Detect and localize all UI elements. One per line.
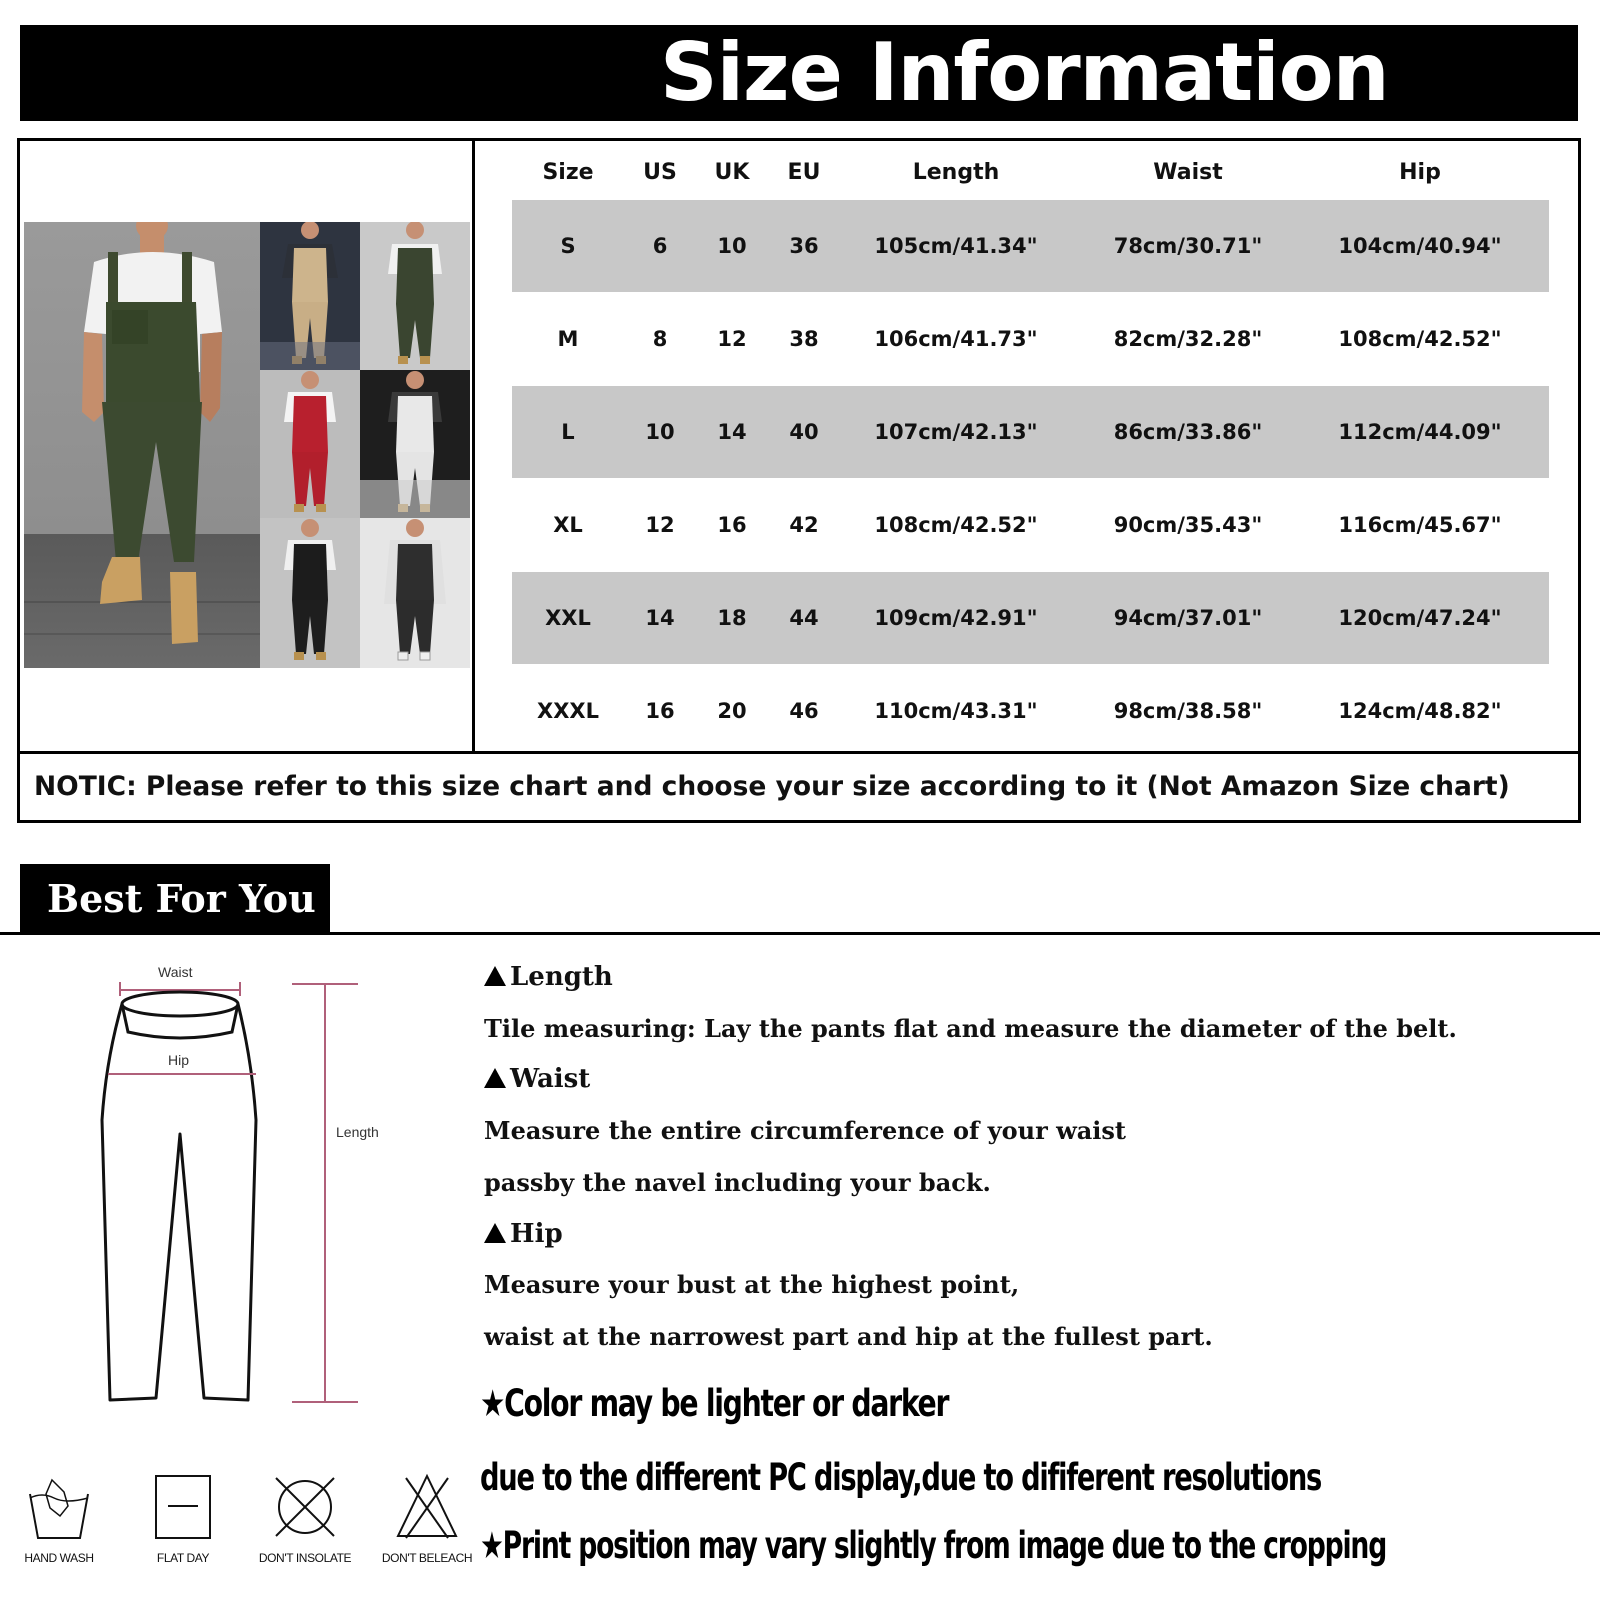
- section-rule: [0, 932, 1600, 935]
- care-label-flat-dry: FLAT DAY: [156, 1551, 210, 1565]
- product-photo-dark-grey: [360, 518, 470, 668]
- care-hand-wash: [4, 1472, 114, 1565]
- cell-length: 107cm/42.13": [874, 420, 1038, 444]
- cell-hip: 112cm/44.09": [1338, 420, 1502, 444]
- measurement-diagram: [80, 960, 420, 1440]
- cell-us: 12: [645, 513, 675, 537]
- triangle-icon: [484, 1223, 506, 1243]
- cell-waist: 82cm/32.28": [1113, 327, 1263, 351]
- triangle-icon: [484, 966, 506, 986]
- product-photo-main: [24, 222, 260, 668]
- pants-outline-icon: [80, 960, 420, 1440]
- cell-us: 10: [645, 420, 675, 444]
- hand-wash-icon: [24, 1472, 94, 1542]
- table-row: [512, 665, 1549, 757]
- cell-waist: 86cm/33.86": [1113, 420, 1263, 444]
- cell-us: 6: [652, 234, 668, 258]
- cell-eu: 42: [789, 513, 819, 537]
- product-photo-khaki: [260, 222, 360, 370]
- cell-size: M: [557, 327, 579, 351]
- waist-instruction-1: Measure the entire circumference of your waist: [484, 1116, 1127, 1145]
- waist-heading-text: Waist: [510, 1064, 591, 1094]
- no-bleach-icon: [392, 1472, 462, 1542]
- cell-eu: 44: [789, 606, 819, 630]
- product-photo-black: [260, 518, 360, 668]
- diagram-waist-label: Waist: [158, 964, 193, 980]
- product-photo-collage: [24, 222, 470, 668]
- hip-instruction-2: waist at the narrowest part and hip at the fullest part.: [484, 1322, 1213, 1351]
- cell-size: L: [561, 420, 575, 444]
- diagram-length-label: Length: [336, 1124, 379, 1140]
- note-display: due to the different PC display,due to dififerent resolutions: [480, 1456, 1322, 1499]
- notice-text: NOTIC: Please refer to this size chart and choose your size according to it (Not Amazon Size chart): [34, 771, 1510, 802]
- cell-length: 109cm/42.91": [874, 606, 1038, 630]
- cell-uk: 16: [717, 513, 747, 537]
- table-row: [512, 386, 1549, 478]
- header-size: Size: [542, 160, 594, 185]
- cell-uk: 14: [717, 420, 747, 444]
- table-row: [512, 293, 1549, 385]
- product-photo-white: [360, 370, 470, 518]
- care-label-dont-bleach: DON'T BELEACH: [381, 1551, 473, 1565]
- no-sun-icon: [270, 1472, 340, 1542]
- cell-hip: 124cm/48.82": [1338, 699, 1502, 723]
- cell-waist: 78cm/30.71": [1113, 234, 1263, 258]
- waist-instruction-2: passby the navel including your back.: [484, 1168, 991, 1197]
- note-print: ★Print position may vary slightly from image due to the cropping: [480, 1524, 1387, 1567]
- cell-eu: 40: [789, 420, 819, 444]
- header-length: Length: [912, 160, 1000, 185]
- cell-us: 8: [652, 327, 668, 351]
- header-uk: UK: [714, 160, 750, 185]
- cell-uk: 12: [717, 327, 747, 351]
- header-hip: Hip: [1399, 160, 1441, 185]
- cell-uk: 10: [717, 234, 747, 258]
- care-dont-insolate: [250, 1472, 360, 1565]
- care-dont-bleach: [372, 1472, 482, 1565]
- care-label-hand-wash: HAND WASH: [24, 1551, 94, 1565]
- cell-hip: 116cm/45.67": [1338, 513, 1502, 537]
- cell-eu: 38: [789, 327, 819, 351]
- table-header-row: [512, 148, 1549, 198]
- note-color: ★Color may be lighter or darker: [480, 1382, 949, 1425]
- cell-length: 106cm/41.73": [874, 327, 1038, 351]
- cell-eu: 46: [789, 699, 819, 723]
- triangle-icon: [484, 1068, 506, 1088]
- cell-length: 108cm/42.52": [874, 513, 1038, 537]
- title-banner: [20, 25, 1578, 121]
- header-us: US: [643, 160, 677, 185]
- cell-hip: 108cm/42.52": [1338, 327, 1502, 351]
- cell-hip: 104cm/40.94": [1338, 234, 1502, 258]
- waist-heading: [484, 1064, 590, 1094]
- cell-length: 110cm/43.31": [874, 699, 1038, 723]
- vertical-divider: [472, 138, 475, 753]
- best-for-you-tab: Best For You: [20, 864, 330, 933]
- table-row: [512, 479, 1549, 571]
- cell-us: 14: [645, 606, 675, 630]
- care-label-dont-insolate: DON'T INSOLATE: [258, 1551, 352, 1565]
- cell-length: 105cm/41.34": [874, 234, 1038, 258]
- product-photo-red: [260, 370, 360, 518]
- cell-size: XXXL: [537, 699, 599, 723]
- length-heading: [484, 962, 613, 992]
- hip-instruction-1: Measure your bust at the highest point,: [484, 1270, 1020, 1299]
- length-heading-text: Length: [510, 962, 613, 992]
- cell-eu: 36: [789, 234, 819, 258]
- cell-waist: 94cm/37.01": [1113, 606, 1263, 630]
- hip-heading-text: Hip: [510, 1219, 563, 1249]
- table-row: [512, 200, 1549, 292]
- header-eu: EU: [787, 160, 821, 185]
- product-photo-green: [360, 222, 470, 370]
- cell-size: XL: [553, 513, 583, 537]
- cell-size: XXL: [545, 606, 591, 630]
- table-row: [512, 572, 1549, 664]
- cell-size: S: [560, 234, 576, 258]
- cell-hip: 120cm/47.24": [1338, 606, 1502, 630]
- cell-uk: 20: [717, 699, 747, 723]
- page-title: Size Information: [660, 26, 1389, 119]
- cell-us: 16: [645, 699, 675, 723]
- care-flat-dry: [128, 1472, 238, 1565]
- length-instruction: Tile measuring: Lay the pants flat and measure the diameter of the belt.: [484, 1014, 1457, 1043]
- cell-waist: 90cm/35.43": [1113, 513, 1263, 537]
- diagram-hip-label: Hip: [168, 1052, 190, 1068]
- cell-waist: 98cm/38.58": [1113, 699, 1263, 723]
- cell-uk: 18: [717, 606, 747, 630]
- flat-dry-icon: [148, 1472, 218, 1542]
- hip-heading: [484, 1219, 563, 1249]
- header-waist: Waist: [1153, 160, 1223, 185]
